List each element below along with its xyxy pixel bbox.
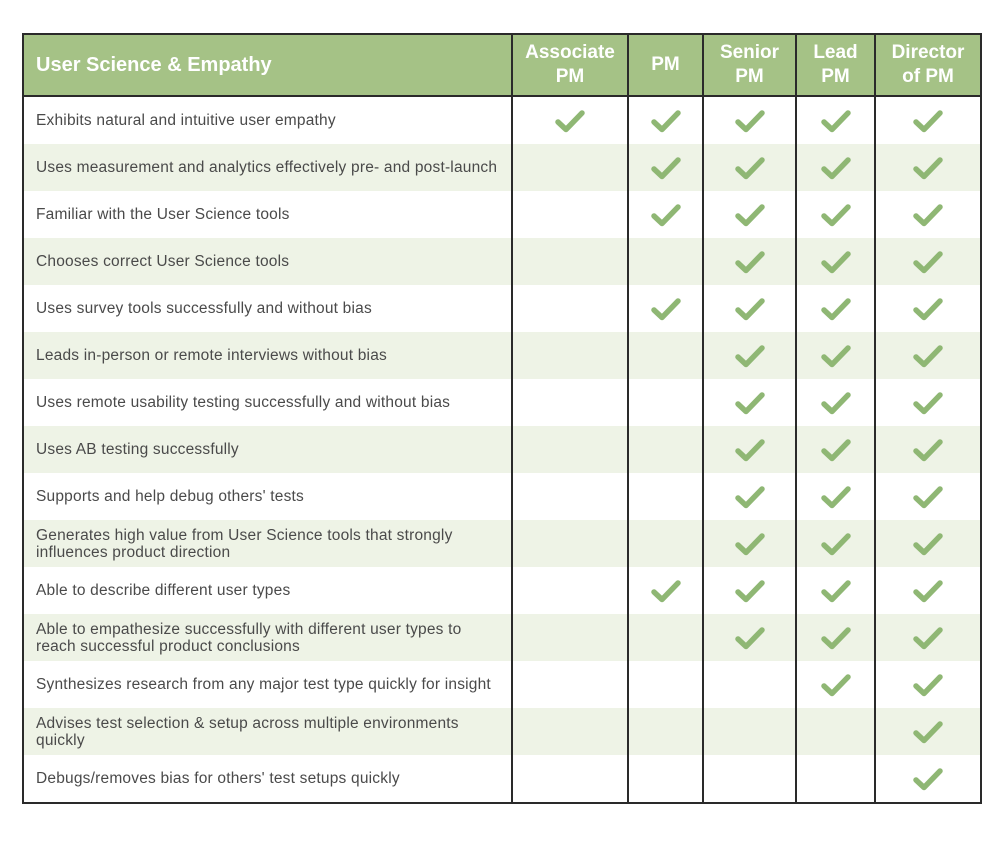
skill-description: Uses survey tools successfully and without bias — [23, 285, 512, 332]
level-cell-pm — [628, 708, 703, 755]
checkmark-icon — [735, 156, 765, 180]
level-cell-associate-pm — [512, 238, 628, 285]
level-cell-pm — [628, 614, 703, 661]
checkmark-icon — [913, 344, 943, 368]
level-cell-senior-pm — [703, 614, 796, 661]
table-row — [23, 426, 981, 473]
checkmark-icon — [913, 438, 943, 462]
checkmark-icon — [913, 720, 943, 744]
level-cell-lead-pm — [796, 144, 875, 191]
level-cell-associate-pm — [512, 379, 628, 426]
level-header-senior-pm — [703, 34, 796, 96]
level-cell-director-of-pm — [875, 755, 981, 803]
level-cell-lead-pm — [796, 473, 875, 520]
level-cell-associate-pm — [512, 661, 628, 708]
level-header-line1: Director — [891, 42, 965, 63]
checkmark-icon — [735, 250, 765, 274]
level-cell-pm — [628, 238, 703, 285]
level-cell-lead-pm — [796, 191, 875, 238]
level-cell-director-of-pm — [875, 238, 981, 285]
checkmark-icon — [821, 626, 851, 650]
checkmark-icon — [913, 109, 943, 133]
skill-description: Uses AB testing successfully — [23, 426, 512, 473]
checkmark-icon — [821, 673, 851, 697]
checkmark-icon — [651, 203, 681, 227]
checkmark-icon — [913, 579, 943, 603]
level-cell-lead-pm — [796, 96, 875, 144]
level-cell-lead-pm — [796, 708, 875, 755]
level-cell-senior-pm — [703, 520, 796, 567]
level-header-line2: of PM — [902, 66, 954, 87]
table-row — [23, 614, 981, 661]
level-cell-director-of-pm — [875, 285, 981, 332]
checkmark-icon — [555, 109, 585, 133]
level-cell-associate-pm — [512, 473, 628, 520]
level-cell-senior-pm — [703, 755, 796, 803]
checkmark-icon — [913, 626, 943, 650]
level-cell-director-of-pm — [875, 614, 981, 661]
checkmark-icon — [735, 438, 765, 462]
level-cell-pm — [628, 661, 703, 708]
level-cell-pm — [628, 379, 703, 426]
level-cell-lead-pm — [796, 426, 875, 473]
skill-description: Leads in-person or remote interviews without bias — [23, 332, 512, 379]
checkmark-icon — [821, 203, 851, 227]
level-cell-senior-pm — [703, 426, 796, 473]
level-header-line1: Senior — [719, 42, 780, 63]
level-cell-senior-pm — [703, 285, 796, 332]
checkmark-icon — [651, 297, 681, 321]
skill-description: Uses remote usability testing successfully and without bias — [23, 379, 512, 426]
level-cell-senior-pm — [703, 567, 796, 614]
level-cell-senior-pm — [703, 144, 796, 191]
competency-matrix-table — [22, 33, 982, 804]
level-cell-lead-pm — [796, 661, 875, 708]
matrix-body — [23, 96, 981, 803]
level-cell-associate-pm — [512, 285, 628, 332]
checkmark-icon — [913, 767, 943, 791]
level-header-line1: PM — [651, 54, 680, 75]
level-cell-senior-pm — [703, 191, 796, 238]
checkmark-icon — [651, 156, 681, 180]
checkmark-icon — [821, 156, 851, 180]
level-cell-director-of-pm — [875, 708, 981, 755]
table-row — [23, 238, 981, 285]
checkmark-icon — [651, 109, 681, 133]
level-cell-pm — [628, 567, 703, 614]
level-cell-director-of-pm — [875, 661, 981, 708]
table-row — [23, 708, 981, 755]
checkmark-icon — [735, 626, 765, 650]
checkmark-icon — [913, 156, 943, 180]
level-header-line1: Lead — [813, 42, 858, 63]
level-cell-lead-pm — [796, 285, 875, 332]
checkmark-icon — [821, 344, 851, 368]
table-row — [23, 473, 981, 520]
skill-description: Able to empathesize successfully with different user types to reach successful product conclusions — [23, 614, 512, 661]
level-cell-director-of-pm — [875, 567, 981, 614]
level-cell-director-of-pm — [875, 473, 981, 520]
checkmark-icon — [821, 485, 851, 509]
level-cell-pm — [628, 473, 703, 520]
skill-description: Familiar with the User Science tools — [23, 191, 512, 238]
checkmark-icon — [735, 344, 765, 368]
level-cell-director-of-pm — [875, 191, 981, 238]
table-row — [23, 661, 981, 708]
level-cell-associate-pm — [512, 144, 628, 191]
level-cell-director-of-pm — [875, 520, 981, 567]
level-cell-director-of-pm — [875, 332, 981, 379]
level-cell-associate-pm — [512, 191, 628, 238]
checkmark-icon — [735, 579, 765, 603]
level-cell-senior-pm — [703, 332, 796, 379]
skill-description: Debugs/removes bias for others' test setups quickly — [23, 755, 512, 803]
checkmark-icon — [821, 438, 851, 462]
level-cell-associate-pm — [512, 708, 628, 755]
checkmark-icon — [821, 532, 851, 556]
checkmark-icon — [735, 203, 765, 227]
level-cell-associate-pm — [512, 426, 628, 473]
skill-description: Synthesizes research from any major test type quickly for insight — [23, 661, 512, 708]
level-cell-director-of-pm — [875, 426, 981, 473]
checkmark-icon — [735, 532, 765, 556]
table-row — [23, 567, 981, 614]
skill-description: Able to describe different user types — [23, 567, 512, 614]
level-header-associate-pm — [512, 34, 628, 96]
level-cell-pm — [628, 144, 703, 191]
checkmark-icon — [821, 297, 851, 321]
checkmark-icon — [913, 532, 943, 556]
checkmark-icon — [821, 250, 851, 274]
checkmark-icon — [913, 203, 943, 227]
level-cell-senior-pm — [703, 661, 796, 708]
table-row — [23, 96, 981, 144]
skill-description: Uses measurement and analytics effectively pre- and post-launch — [23, 144, 512, 191]
table-row — [23, 379, 981, 426]
table-row — [23, 191, 981, 238]
skill-category-header: User Science & Empathy — [23, 34, 512, 96]
checkmark-icon — [913, 250, 943, 274]
skill-description: Exhibits natural and intuitive user empathy — [23, 96, 512, 144]
level-cell-director-of-pm — [875, 144, 981, 191]
checkmark-icon — [821, 579, 851, 603]
checkmark-icon — [735, 391, 765, 415]
level-header-line1: Associate — [525, 42, 615, 63]
checkmark-icon — [651, 579, 681, 603]
level-cell-pm — [628, 755, 703, 803]
checkmark-icon — [735, 109, 765, 133]
level-cell-associate-pm — [512, 614, 628, 661]
skill-description: Supports and help debug others' tests — [23, 473, 512, 520]
level-cell-lead-pm — [796, 238, 875, 285]
level-cell-pm — [628, 96, 703, 144]
table-row — [23, 285, 981, 332]
level-cell-lead-pm — [796, 755, 875, 803]
table-row — [23, 755, 981, 803]
checkmark-icon — [735, 297, 765, 321]
level-cell-pm — [628, 332, 703, 379]
level-cell-lead-pm — [796, 379, 875, 426]
level-cell-associate-pm — [512, 755, 628, 803]
level-header-line2: PM — [555, 66, 585, 87]
level-cell-director-of-pm — [875, 379, 981, 426]
level-cell-senior-pm — [703, 708, 796, 755]
level-cell-pm — [628, 426, 703, 473]
level-cell-senior-pm — [703, 473, 796, 520]
header-row — [23, 34, 981, 96]
table-row — [23, 144, 981, 191]
level-cell-lead-pm — [796, 567, 875, 614]
checkmark-icon — [913, 673, 943, 697]
level-cell-associate-pm — [512, 96, 628, 144]
checkmark-icon — [821, 109, 851, 133]
level-cell-pm — [628, 285, 703, 332]
skill-description: Chooses correct User Science tools — [23, 238, 512, 285]
table-row — [23, 520, 981, 567]
level-cell-pm — [628, 520, 703, 567]
checkmark-icon — [913, 297, 943, 321]
level-header-pm — [628, 34, 703, 96]
table-row — [23, 332, 981, 379]
level-cell-pm — [628, 191, 703, 238]
level-cell-associate-pm — [512, 520, 628, 567]
level-cell-director-of-pm — [875, 96, 981, 144]
skill-description: Generates high value from User Science tools that strongly influences product direction — [23, 520, 512, 567]
checkmark-icon — [913, 391, 943, 415]
checkmark-icon — [913, 485, 943, 509]
level-cell-lead-pm — [796, 332, 875, 379]
level-header-line2: PM — [735, 66, 764, 87]
level-cell-lead-pm — [796, 520, 875, 567]
level-cell-lead-pm — [796, 614, 875, 661]
level-header-director-of-pm — [875, 34, 981, 96]
level-header-line2: PM — [821, 66, 850, 87]
level-cell-senior-pm — [703, 379, 796, 426]
checkmark-icon — [735, 485, 765, 509]
level-header-lead-pm — [796, 34, 875, 96]
skill-description: Advises test selection & setup across multiple environments quickly — [23, 708, 512, 755]
level-cell-senior-pm — [703, 96, 796, 144]
level-cell-senior-pm — [703, 238, 796, 285]
checkmark-icon — [821, 391, 851, 415]
level-cell-associate-pm — [512, 332, 628, 379]
level-cell-associate-pm — [512, 567, 628, 614]
